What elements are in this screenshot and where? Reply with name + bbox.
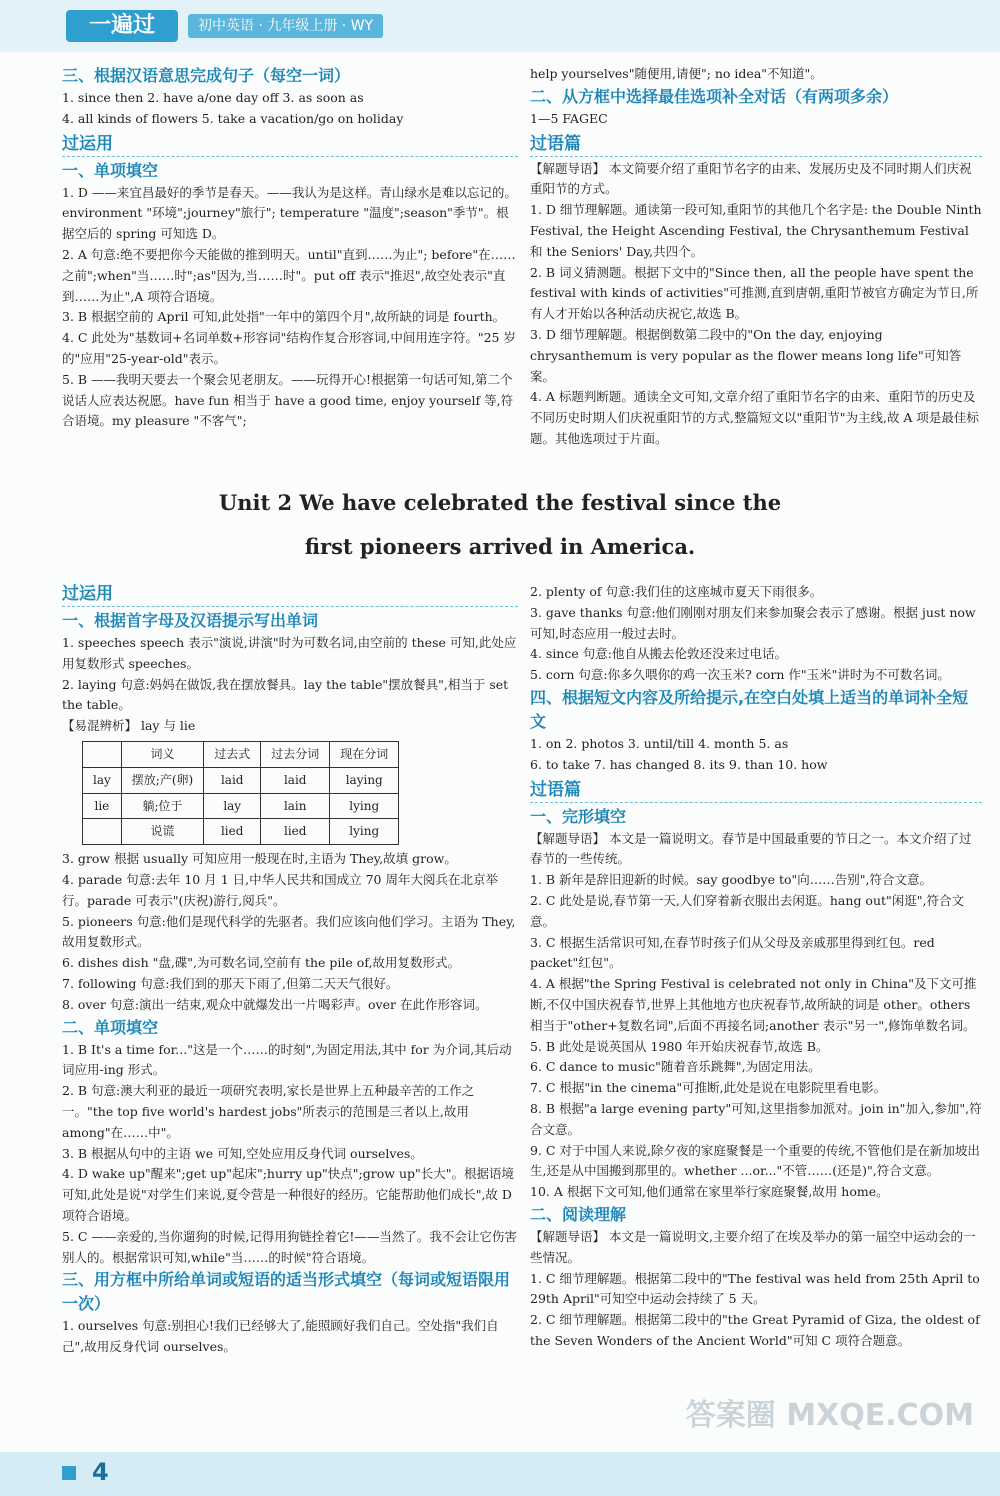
table-row bbox=[83, 767, 399, 793]
table-cell: lay bbox=[204, 793, 261, 819]
answer-paragraph: 1. B 新年是辞旧迎新的时候。say goodbye to"向……告别",符合文意。 bbox=[530, 872, 932, 888]
footer-bar bbox=[0, 1452, 1000, 1496]
section-banner: 过语篇 bbox=[530, 778, 982, 803]
section-heading: 四、根据短文内容及所给提示,在空白处填上适当的单词补全短文 bbox=[530, 687, 969, 731]
table-row bbox=[83, 793, 399, 819]
answer-paragraph: 1. on 2. photos 3. until/till 4. month 5. as bbox=[530, 735, 789, 751]
section-banner: 过运用 bbox=[62, 582, 518, 607]
table-cell: laid bbox=[204, 767, 261, 793]
answer-paragraph: 1. D ——来宜昌最好的季节是春天。——我认为是这样。青山绿水是难以忘记的。environment "环境";journey"旅行"; temperature "温度";season"季节"。根据空后的 spring 可知选 D。 bbox=[62, 184, 517, 242]
answer-paragraph: 4. C 此处为"基数词+名词单数+形容词"结构作复合形容词,中间用连字符。"25 岁的"应用"25-year-old"表示。 bbox=[62, 330, 516, 366]
table-cell: lie bbox=[83, 793, 122, 819]
answer-paragraph: 4. A 标题判断题。通读全文可知,文章介绍了重阳节名字的由来、重阳节的历史及不同历史时期人们庆祝重阳节的方式,整篇短文以"重阳节"为主线,故 A 项是最佳标题。其他选项过于片面。 bbox=[530, 389, 979, 446]
section-heading: 一、单项填空 bbox=[62, 160, 159, 180]
table-header-cell: 词义 bbox=[121, 741, 203, 767]
table-cell: laying bbox=[330, 767, 399, 793]
answer-paragraph: 3. B 根据空前的 April 可知,此处指"一年中的第四个月",故所缺的词是 fourth。 bbox=[62, 309, 506, 325]
table-cell: 摆放;产(卵) bbox=[121, 767, 203, 793]
page-number: 4 bbox=[92, 1458, 109, 1486]
answer-paragraph: 1. B It's a time for..."这是一个……的时刻",为固定用法,其中 for 为介词,其后动词应用-ing 形式。 bbox=[62, 1041, 512, 1078]
answer-paragraph: 【解题导语】 本文是一篇说明文。春节是中国最重要的节日之一。本文介绍了过春节的一些传统。 bbox=[530, 830, 972, 867]
answer-paragraph: 6. dishes dish "盘,碟",为可数名词,空前有 the pile of,故用复数形式。 bbox=[62, 955, 460, 971]
answer-paragraph: 3. D 细节理解题。根据倒数第二段中的"On the day, enjoying chrysanthemum is very popular as the flower means long life"可知答案。 bbox=[530, 326, 962, 384]
answer-paragraph: 4. since 句意:他自从搬去伦敦还没来过电话。 bbox=[530, 646, 787, 662]
answer-paragraph: 8. B 根据"a large evening party"可知,这里指参加派对。join in"加入,参加",符合文意。 bbox=[530, 1100, 982, 1137]
answer-paragraph: 【解题导语】 本文简要介绍了重阳节名字的由来、发展历史及不同时期人们庆祝重阳节的方式。 bbox=[530, 160, 972, 197]
section-heading: 二、阅读理解 bbox=[530, 1204, 627, 1224]
answer-paragraph: 2. laying 句意:妈妈在做饭,我在摆放餐具。lay the table"摆放餐具",相当于 set the table。 bbox=[62, 676, 509, 713]
table-cell: lied bbox=[204, 819, 261, 845]
right-column-top bbox=[530, 64, 982, 450]
answer-paragraph: 5. B ——我明天要去一个聚会见老朋友。——玩得开心!根据第一句话可知,第二个说话人应表达祝愿。have fun 相当于 have a good time, enjoy yourself 等,符合语境。my pleasure "不客气"; bbox=[62, 371, 514, 429]
table-cell: lied bbox=[261, 819, 330, 845]
page-marker-icon bbox=[62, 1466, 76, 1480]
brand-logo: 一遍过 bbox=[66, 10, 178, 42]
answer-paragraph: 8. over 句意:演出一结束,观众中就爆发出一片喝彩声。over 在此作形容词。 bbox=[62, 996, 488, 1012]
answer-paragraph: 2. C 细节理解题。根据第二段中的"the Great Pyramid of Giza, the oldest of the Seven Wonders of the Ancient World"可知 C 项符合题意。 bbox=[530, 1312, 980, 1348]
table-cell: lying bbox=[330, 819, 399, 845]
table-header-cell: 现在分词 bbox=[330, 741, 399, 767]
answer-paragraph: 【解题导语】 本文是一篇说明文,主要介绍了在埃及举办的第一届空中运动会的一些情况。 bbox=[530, 1228, 976, 1265]
left-column-top bbox=[62, 64, 518, 432]
answer-paragraph: 【易混辨析】 lay 与 lie bbox=[62, 718, 196, 734]
answer-paragraph: 3. B 根据从句中的主语 we 可知,空处应用反身代词 ourselves。 bbox=[62, 1145, 423, 1161]
answer-paragraph: 6. C dance to music"随着音乐跳舞",为固定用法。 bbox=[530, 1059, 821, 1075]
answer-paragraph: 3. C 根据生活常识可知,在春节时孩子们从父母及亲戚那里得到红包。red packet"红包"。 bbox=[530, 934, 935, 971]
answer-paragraph: 2. C 此处是说,春节第一天,人们穿着新衣服出去闲逛。hang out"闲逛",符合文意。 bbox=[530, 892, 964, 929]
answer-paragraph: 3. grow 根据 usually 可知应用一般现在时,主语为 They,故填 grow。 bbox=[62, 851, 457, 867]
answer-paragraph: 1. speeches speech 表示"演说,讲演"时为可数名词,由空前的 these 可知,此处应用复数形式 speeches。 bbox=[62, 635, 517, 671]
table-header-cell: 过去分词 bbox=[261, 741, 330, 767]
answer-paragraph: 4. parade 句意:去年 10 月 1 日,中华人民共和国成立 70 周年大阅兵在北京举行。parade 可表示"(庆祝)游行,阅兵"。 bbox=[62, 871, 498, 908]
table-header-cell: 过去式 bbox=[204, 741, 261, 767]
table-cell: laid bbox=[261, 767, 330, 793]
table-cell: lain bbox=[261, 793, 330, 819]
left-column-bottom bbox=[62, 580, 518, 1358]
answer-paragraph: 4. all kinds of flowers 5. take a vacation/go on holiday bbox=[62, 110, 404, 126]
answer-paragraph: 4. A 根据"the Spring Festival is celebrated not only in China"及下文可推断,不仅中国庆祝春节,世界上其他地方也庆祝春节,故所缺的词是 other。others 相当于"other+复数名词",后面不再接名词;another 表示"另一",修饰单数名词。 bbox=[530, 976, 977, 1033]
table-cell: 说谎 bbox=[121, 819, 203, 845]
section-heading: 一、根据首字母及汉语提示写出单词 bbox=[62, 611, 319, 630]
answer-paragraph: help yourselves"随便用,请便"; no idea"不知道"。 bbox=[530, 66, 823, 81]
section-banner: 过运用 bbox=[62, 132, 518, 157]
section-heading: 一、完形填空 bbox=[530, 806, 627, 826]
answer-paragraph: 5. corn 句意:你多久喂你的鸡一次玉米? corn 作"玉米"讲时为不可数名词。 bbox=[530, 667, 950, 683]
right-column-bottom bbox=[530, 582, 982, 1352]
section-banner: 过语篇 bbox=[530, 132, 982, 157]
answer-paragraph: 2. B 词义猜测题。根据下文中的"Since then, all the people have spent the festival with kinds of activities"可推测,直到唐朝,重阳节被官方确定为节日,所有人才开始以各种活动庆祝它,故选 B。 bbox=[530, 264, 979, 322]
header-bar bbox=[0, 0, 1000, 52]
lay-lie-table bbox=[82, 741, 399, 845]
answer-paragraph: 5. B 此处是说英国从 1980 年开始庆祝春节,故选 B。 bbox=[530, 1038, 829, 1054]
table-cell bbox=[83, 819, 122, 845]
answer-paragraph: 2. B 句意:澳大利亚的最近一项研究表明,家长是世界上五种最辛苦的工作之一。"the top five world's hardest jobs"所表示的范围是三者以上,故用 among"在……中"。 bbox=[62, 1083, 475, 1140]
answer-paragraph: 2. plenty of 句意:我们住的这座城市夏天下雨很多。 bbox=[530, 584, 823, 599]
table-cell: lay bbox=[83, 767, 122, 793]
answer-paragraph: 1—5 FAGEC bbox=[530, 110, 608, 126]
table-row bbox=[83, 819, 399, 845]
answer-paragraph: 5. C ——亲爱的,当你遛狗的时候,记得用狗链拴着它!——当然了。我不会让它伤害别人的。根据常识可知,while"当……的时候"符合语境。 bbox=[62, 1228, 517, 1265]
answer-paragraph: 6. to take 7. has changed 8. its 9. than 10. how bbox=[530, 756, 828, 772]
answer-paragraph: 1. ourselves 句意:别担心!我们已经够大了,能照顾好我们自己。空处指"我们自己",故用反身代词 ourselves。 bbox=[62, 1318, 499, 1355]
unit-title-line-1: Unit 2 We have celebrated the festival since the bbox=[218, 490, 782, 515]
section-heading: 二、从方框中选择最佳选项补全对话（有两项多余） bbox=[530, 86, 899, 106]
answer-paragraph: 10. A 根据下文可知,他们通常在家里举行家庭聚餐,故用 home。 bbox=[530, 1184, 889, 1200]
answer-paragraph: 9. C 对于中国人来说,除夕夜的家庭聚餐是一个重要的传统,不管他们是在新加坡出生,还是从中国搬到那里的。whether ...or..."不管……(还是)",符合文意。 bbox=[530, 1142, 980, 1179]
answer-paragraph: 3. gave thanks 句意:他们刚刚对朋友们来参加聚会表示了感谢。根据 just now 可知,时态应用一般过去时。 bbox=[530, 604, 976, 641]
answer-paragraph: 1. C 细节理解题。根据第二段中的"The festival was held from 25th April to 29th April"可知空中运动会持续了 5 天。 bbox=[530, 1270, 980, 1307]
watermark: 答案圈 MXQE.COM bbox=[685, 1398, 974, 1433]
answer-paragraph: 2. A 句意:绝不要把你今天能做的推到明天。until"直到……为止"; before"在……之前";when"当……时";as"因为,当……时"。put off 表示"推迟",故空处表示"直到……为止",A 项符合语境。 bbox=[62, 246, 516, 304]
unit-title-line-2: first pioneers arrived in America. bbox=[304, 534, 696, 559]
answer-paragraph: 7. following 句意:我们到的那天下雨了,但第二天天气很好。 bbox=[62, 975, 399, 991]
table-cell: lying bbox=[330, 793, 399, 819]
answer-paragraph: 5. pioneers 句意:他们是现代科学的先驱者。我们应该向他们学习。主语为 They,故用复数形式。 bbox=[62, 913, 516, 950]
section-heading: 二、单项填空 bbox=[62, 1017, 159, 1037]
answer-paragraph: 7. C 根据"in the cinema"可推断,此处是说在电影院里看电影。 bbox=[530, 1080, 887, 1096]
table-header-cell bbox=[83, 741, 122, 767]
answer-paragraph: 1. D 细节理解题。通读第一段可知,重阳节的其他几个名字是: the Double Ninth Festival, the Height Ascending Festival, the Chrysanthemum Festival 和 the Seniors' Day,共四个。 bbox=[530, 202, 982, 259]
table-cell: 躺;位于 bbox=[121, 793, 203, 819]
answer-paragraph: 4. D wake up"醒来";get up"起床";hurry up"快点";grow up"长大"。根据语境可知,此处是说"对学生们来说,夏令营是一种很好的经历。它能帮助他们成长",故 D 项符合语境。 bbox=[62, 1166, 514, 1223]
book-breadcrumb: 初中英语 · 九年级上册 · WY bbox=[188, 14, 383, 38]
section-heading: 三、用方框中所给单词或短语的适当形式填空（每词或短语限用一次） bbox=[62, 1270, 511, 1314]
section-heading: 三、根据汉语意思完成句子（每空一词） bbox=[62, 66, 351, 85]
answer-paragraph: 1. since then 2. have a/one day off 3. as soon as bbox=[62, 90, 364, 105]
